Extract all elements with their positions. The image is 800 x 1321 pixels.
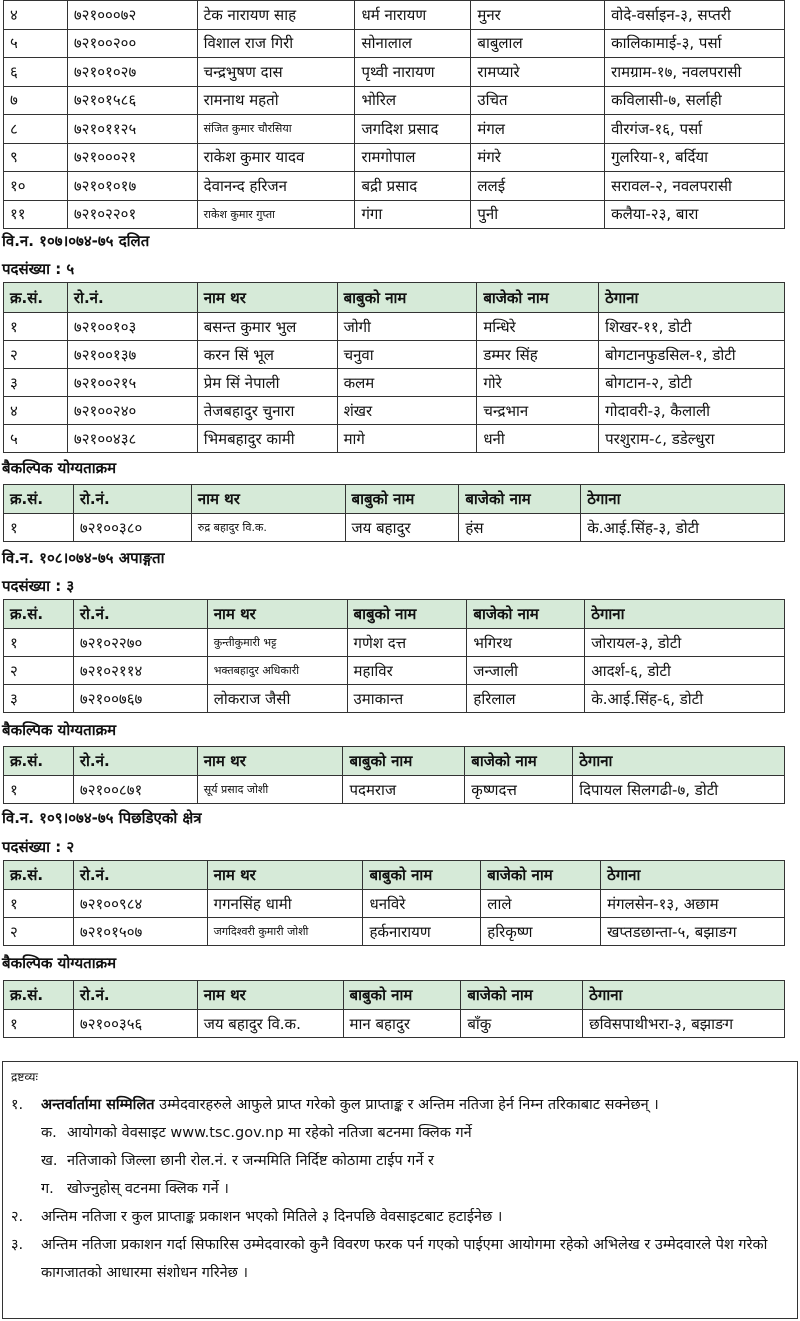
name-cell: गगनसिंह धामी [207, 890, 363, 918]
post-count-backward-area: पदसंख्या : २ [2, 838, 75, 856]
serial-number-cell: २ [4, 341, 68, 369]
name-cell: भिमबहादुर कामी [197, 425, 337, 453]
name-cell: तेजबहादुर चुनारा [197, 397, 337, 425]
table-row [4, 685, 785, 713]
serial-number-cell: ४ [4, 1, 68, 30]
serial-number-cell: ६ [4, 58, 68, 87]
serial-number-cell: १ [4, 313, 68, 341]
post-count-disability: पदसंख्या : ३ [2, 577, 75, 595]
table-row [4, 629, 785, 657]
address-cell: बोगटानफुडसिल-१, डोटी [599, 341, 785, 369]
roll-number-cell: ७२१००४३८ [67, 425, 197, 453]
name-cell: लोकराज जैसी [207, 685, 347, 713]
serial-number-cell: ३ [4, 369, 68, 397]
address-cell: मंगलसेन-१३, अछाम [601, 890, 785, 918]
roll-number-cell: ७२१००१०३ [67, 313, 197, 341]
father-name-cell: धनविरे [363, 890, 481, 918]
roll-number-cell: ७२१०१५८६ [67, 86, 197, 115]
father-name-cell: गंगा [355, 200, 471, 229]
address-cell: गुलरिया-१, बर्दिया [605, 143, 785, 172]
name-header: नाम थर [197, 981, 343, 1010]
name-cell: प्रेम सिं नेपाली [197, 369, 337, 397]
table-row [4, 369, 785, 397]
roll-number-header: रो.नं. [73, 861, 207, 890]
data-table [3, 484, 785, 542]
father-name-cell: गणेश दत्त [347, 629, 467, 657]
address-header: ठेगाना [581, 485, 785, 514]
table-row [4, 143, 785, 172]
father-name-cell: कलम [337, 369, 477, 397]
roll-number-cell: ७२१००२४० [67, 397, 197, 425]
grandfather-name-header: बाजेको नाम [461, 981, 583, 1010]
serial-number-cell: ११ [4, 200, 68, 229]
name-cell: राकेश कुमार यादव [197, 143, 355, 172]
father-name-header: बाबुको नाम [343, 981, 461, 1010]
father-name-cell: मागे [337, 425, 477, 453]
roll-number-cell: ७२१००१३७ [67, 341, 197, 369]
table-header-row [4, 600, 785, 629]
roll-number-cell: ७२१०००७२ [67, 1, 197, 30]
name-cell: टेक नारायण साह [197, 1, 355, 30]
father-name-cell: सोनालाल [355, 29, 471, 58]
note-sub-item-number: ग. [41, 1181, 54, 1197]
note-item-1-number: १. [11, 1097, 24, 1113]
serial-number-cell: १ [4, 776, 74, 804]
data-table [3, 282, 785, 453]
grandfather-name-cell: हरिकृष्ण [481, 918, 601, 946]
table-header-row [4, 485, 785, 514]
alt-merit-title-disability: बैकल्पिक योग्यताक्रम [2, 721, 117, 739]
table-header-row [4, 283, 785, 313]
serial-number-cell: ५ [4, 29, 68, 58]
address-cell: वोदे-वर्साइन-३, सप्तरी [605, 1, 785, 30]
alt-merit-title-dalit: बैकल्पिक योग्यताक्रम [2, 459, 117, 477]
note-item-1-rest: उम्मेदवारहरुले आफुले प्राप्त गरेको कुल प्राप्ताङ्क र अन्तिम नतिजा हेर्न निम्न तरिकाबाट सक्नेछन् । [154, 1097, 659, 1113]
grandfather-name-cell: बाबुलाल [471, 29, 605, 58]
note-item-1-bold: अन्तर्वार्तामा सम्मिलित [41, 1097, 155, 1113]
grandfather-name-cell: चन्द्रभान [477, 397, 599, 425]
roll-number-cell: ७२१०२२०१ [67, 200, 197, 229]
address-cell: परशुराम-८, डडेल्धुरा [599, 425, 785, 453]
roll-number-cell: ७२१०१०२७ [67, 58, 197, 87]
roll-number-cell: ७२१००३८० [73, 514, 191, 542]
father-name-cell: मान बहादुर [343, 1010, 461, 1038]
serial-number-cell: ३ [4, 685, 74, 713]
name-cell: जगदिश्वरी कुमारी जोशी [207, 918, 363, 946]
roll-number-cell: ७२१०२२७० [73, 629, 207, 657]
serial-number-cell: ४ [4, 397, 68, 425]
grandfather-name-header: बाजेको नाम [467, 600, 585, 629]
table-row [4, 1, 785, 30]
table-row [4, 86, 785, 115]
table-row [4, 200, 785, 229]
serial-header: क्र.सं. [4, 485, 74, 514]
note-item-2-number: २. [11, 1209, 24, 1225]
results-table-disability [3, 599, 785, 713]
father-name-header: बाबुको नाम [345, 485, 459, 514]
note-sub-item-text: नतिजाको जिल्ला छानी रोल.नं. र जन्ममिति निर्दिष्ट कोठामा टाईप गर्ने र [67, 1153, 434, 1169]
alt-merit-table-disability [3, 746, 785, 804]
table-row [4, 341, 785, 369]
name-cell: राकेश कुमार गुप्ता [197, 200, 355, 229]
table-header-row [4, 981, 785, 1010]
grandfather-name-cell: मंगल [471, 115, 605, 144]
table-row [4, 397, 785, 425]
section-title-dalit: वि.न. १०७।०७४-७५ दलित [2, 232, 150, 250]
table-row [4, 514, 785, 542]
grandfather-name-cell: धनी [477, 425, 599, 453]
roll-number-header: रो.नं. [73, 600, 207, 629]
note-sub-item [11, 1147, 789, 1175]
name-cell: देवानन्द हरिजन [197, 172, 355, 201]
address-header: ठेगाना [573, 747, 785, 776]
data-table [3, 746, 785, 804]
grandfather-name-header: बाजेको नाम [481, 861, 601, 890]
data-table [3, 0, 785, 229]
serial-header: क्र.सं. [4, 981, 74, 1010]
father-name-cell: पदमराज [343, 776, 465, 804]
address-cell: सरावल-२, नवलपरासी [605, 172, 785, 201]
grandfather-name-cell: मंगरे [471, 143, 605, 172]
table-row [4, 776, 785, 804]
table-row [4, 313, 785, 341]
table-header-row [4, 747, 785, 776]
roll-number-header: रो.नं. [73, 485, 191, 514]
grandfather-name-cell: उचित [471, 86, 605, 115]
father-name-cell: उमाकान्त [347, 685, 467, 713]
father-name-cell: चनुवा [337, 341, 477, 369]
name-cell: बसन्त कुमार भुल [197, 313, 337, 341]
note-item-1 [11, 1091, 789, 1119]
table-row [4, 425, 785, 453]
alt-merit-table-backward-area [3, 980, 785, 1038]
name-cell: रुद्र बहादुर वि.क. [191, 514, 345, 542]
grandfather-name-cell: भगिरथ [467, 629, 585, 657]
name-cell: करन सिं भूल [197, 341, 337, 369]
serial-number-cell: १ [4, 890, 74, 918]
name-cell: रामनाथ महतो [197, 86, 355, 115]
serial-header: क्र.सं. [4, 600, 74, 629]
roll-number-cell: ७२१००३५६ [73, 1010, 197, 1038]
serial-header: क्र.सं. [4, 861, 74, 890]
address-cell: गोदावरी-३, कैलाली [599, 397, 785, 425]
address-cell: आदर्श-६, डोटी [585, 657, 785, 685]
grandfather-name-header: बाजेको नाम [465, 747, 573, 776]
name-header: नाम थर [197, 747, 343, 776]
father-name-cell: महाविर [347, 657, 467, 685]
data-table [3, 980, 785, 1038]
name-cell: विशाल राज गिरी [197, 29, 355, 58]
table-row [4, 918, 785, 946]
father-name-cell: जगदिश प्रसाद [355, 115, 471, 144]
note-sub-item-number: ख. [41, 1153, 58, 1169]
serial-header: क्र.सं. [4, 747, 74, 776]
name-header: नाम थर [207, 861, 363, 890]
name-cell: जय बहादुर वि.क. [197, 1010, 343, 1038]
table-row [4, 1010, 785, 1038]
address-cell: कविलासी-७, सर्लाही [605, 86, 785, 115]
serial-number-cell: ९ [4, 143, 68, 172]
name-cell: कुन्तीकुमारी भट्ट [207, 629, 347, 657]
address-header: ठेगाना [601, 861, 785, 890]
name-header: नाम थर [207, 600, 347, 629]
address-cell: छविसपाथीभरा-३, बझाङग [583, 1010, 785, 1038]
serial-number-cell: ८ [4, 115, 68, 144]
roll-number-cell: ७२१०१०१७ [67, 172, 197, 201]
name-cell: चन्द्रभुषण दास [197, 58, 355, 87]
results-table-continued [3, 0, 785, 229]
father-name-header: बाबुको नाम [343, 747, 465, 776]
note-item-2-text: अन्तिम नतिजा र कुल प्राप्ताङ्क प्रकाशन भएको मितिले ३ दिनपछि वेवसाइटबाट हटाईनेछ । [41, 1209, 503, 1225]
roll-number-cell: ७२१००७६७ [73, 685, 207, 713]
father-name-cell: बद्री प्रसाद [355, 172, 471, 201]
grandfather-name-cell: मन्धिरे [477, 313, 599, 341]
grandfather-name-cell: हंस [459, 514, 581, 542]
father-name-cell: रामगोपाल [355, 143, 471, 172]
name-header: नाम थर [197, 283, 337, 313]
address-cell: रामग्राम-१७, नवलपरासी [605, 58, 785, 87]
roll-number-cell: ७२१००२०० [67, 29, 197, 58]
address-header: ठेगाना [599, 283, 785, 313]
address-cell: कलैया-२३, बारा [605, 200, 785, 229]
roll-number-cell: ७२१०११२५ [67, 115, 197, 144]
serial-number-cell: २ [4, 918, 74, 946]
grandfather-name-cell: हरिलाल [467, 685, 585, 713]
grandfather-name-cell: जन्जाली [467, 657, 585, 685]
roll-number-header: रो.नं. [73, 981, 197, 1010]
grandfather-name-cell: कृष्णदत्त [465, 776, 573, 804]
note-item-2 [11, 1203, 789, 1231]
grandfather-name-cell: लाले [481, 890, 601, 918]
roll-number-header: रो.नं. [67, 283, 197, 313]
serial-header: क्र.सं. [4, 283, 68, 313]
serial-number-cell: २ [4, 657, 74, 685]
father-name-cell: भोरिल [355, 86, 471, 115]
roll-number-cell: ७२१००९८४ [73, 890, 207, 918]
table-row [4, 58, 785, 87]
table-row [4, 115, 785, 144]
note-sub-item [11, 1175, 789, 1203]
grandfather-name-header: बाजेको नाम [459, 485, 581, 514]
grandfather-name-cell: रामप्यारे [471, 58, 605, 87]
address-header: ठेगाना [583, 981, 785, 1010]
grandfather-name-cell: गोरे [477, 369, 599, 397]
roll-number-cell: ७२१००८७१ [73, 776, 197, 804]
table-row [4, 890, 785, 918]
table-row [4, 29, 785, 58]
serial-number-cell: १ [4, 514, 74, 542]
roll-number-cell: ७२१०२११४ [73, 657, 207, 685]
section-title-disability: वि.न. १०८।०७४-७५ अपाङ्गता [2, 549, 165, 567]
note-sub-item-text: आयोगको वेवसाइट www.tsc.gov.np मा रहेको नतिजा बटनमा क्लिक गर्ने [67, 1125, 472, 1141]
father-name-cell: धर्म नारायण [355, 1, 471, 30]
roll-number-cell: ७२१०१५०७ [73, 918, 207, 946]
father-name-header: बाबुको नाम [337, 283, 477, 313]
serial-number-cell: ५ [4, 425, 68, 453]
father-name-header: बाबुको नाम [347, 600, 467, 629]
father-name-cell: पृथ्वी नारायण [355, 58, 471, 87]
results-table-dalit [3, 282, 785, 453]
serial-number-cell: १ [4, 629, 74, 657]
note-sub-item-number: क. [41, 1125, 57, 1141]
address-cell: जोरायल-३, डोटी [585, 629, 785, 657]
father-name-cell: जोगी [337, 313, 477, 341]
address-cell: वीरगंज-१६, पर्सा [605, 115, 785, 144]
post-count-dalit: पदसंख्या : ५ [2, 260, 75, 278]
grandfather-name-cell: ललई [471, 172, 605, 201]
name-header: नाम थर [191, 485, 345, 514]
address-cell: के.आई.सिंह-३, डोटी [581, 514, 785, 542]
address-cell: दिपायल सिलगढी-७, डोटी [573, 776, 785, 804]
name-cell: संजित कुमार चौरसिया [197, 115, 355, 144]
address-cell: शिखर-११, डोटी [599, 313, 785, 341]
father-name-cell: जय बहादुर [345, 514, 459, 542]
father-name-cell: शंखर [337, 397, 477, 425]
data-table [3, 599, 785, 713]
serial-number-cell: १० [4, 172, 68, 201]
alt-merit-table-dalit [3, 484, 785, 542]
results-table-backward-area [3, 860, 785, 946]
note-item-3-text: अन्तिम नतिजा प्रकाशन गर्दा सिफारिस उम्मेदवारको कुनै विवरण फरक पर्न गएको पाईएमा आयोगमा रहेको अभिलेख र उम्मेदवारले पेश गरेको कागजातको आधारमा संशोधन गरिनेछ । [41, 1237, 768, 1281]
roll-number-cell: ७२१०००२१ [67, 143, 197, 172]
grandfather-name-header: बाजेको नाम [477, 283, 599, 313]
name-cell: सूर्य प्रसाद जोशी [197, 776, 343, 804]
serial-number-cell: ७ [4, 86, 68, 115]
notes-title: द्रष्टव्यः [11, 1070, 38, 1084]
note-sub-item-text: खोज्नुहोस् वटनमा क्लिक गर्ने । [67, 1181, 229, 1197]
data-table [3, 860, 785, 946]
serial-number-cell: १ [4, 1010, 74, 1038]
address-cell: कालिकामाई-३, पर्सा [605, 29, 785, 58]
father-name-cell: हर्कनारायण [363, 918, 481, 946]
note-item-3 [11, 1231, 789, 1287]
roll-number-header: रो.नं. [73, 747, 197, 776]
notes-box [2, 1061, 798, 1319]
address-cell: खप्तडछान्ता-५, बझाङग [601, 918, 785, 946]
address-cell: के.आई.सिंह-६, डोटी [585, 685, 785, 713]
grandfather-name-cell: मुनर [471, 1, 605, 30]
roll-number-cell: ७२१००२१५ [67, 369, 197, 397]
alt-merit-title-backward-area: बैकल्पिक योग्यताक्रम [2, 954, 117, 972]
father-name-header: बाबुको नाम [363, 861, 481, 890]
name-cell: भक्तबहादुर अधिकारी [207, 657, 347, 685]
grandfather-name-cell: डम्मर सिंह [477, 341, 599, 369]
note-item-3-number: ३. [11, 1237, 24, 1253]
table-row [4, 657, 785, 685]
address-cell: बोगटान-२, डोटी [599, 369, 785, 397]
address-header: ठेगाना [585, 600, 785, 629]
grandfather-name-cell: बाँकु [461, 1010, 583, 1038]
note-item-1-text [41, 1091, 789, 1119]
grandfather-name-cell: पुनी [471, 200, 605, 229]
table-row [4, 172, 785, 201]
section-title-backward-area: वि.न. १०९।०७४-७५ पिछडिएको क्षेत्र [2, 809, 202, 827]
table-header-row [4, 861, 785, 890]
note-sub-item [11, 1119, 789, 1147]
